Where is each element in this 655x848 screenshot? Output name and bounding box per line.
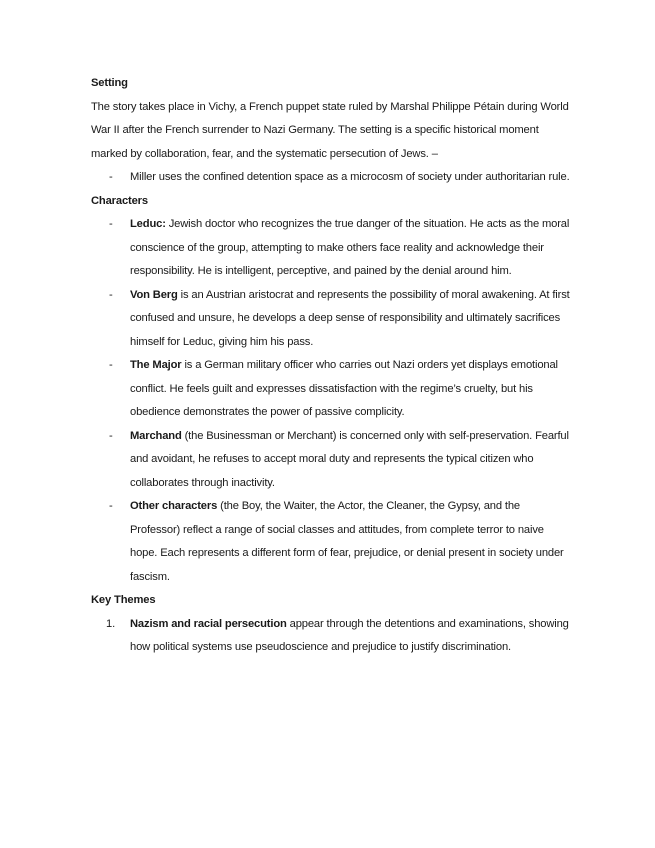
setting-bullet-item <box>91 166 571 190</box>
character-name: Von Berg <box>130 288 178 301</box>
character-item-marchand <box>91 425 571 496</box>
character-name: The Major <box>130 359 182 371</box>
bullet-marker: - <box>109 218 113 230</box>
bullet-marker: - <box>109 288 113 301</box>
character-description: (the Businessman or Merchant) is concerned only with self-preservation. Fearful and avoidant, he refuses to accept moral duty and represents the typical citizen who collaborates through inactivity. <box>130 429 569 489</box>
characters-bullet-list <box>91 213 571 589</box>
character-item-von-berg <box>91 284 571 355</box>
theme-description: appear through the detentions and examinations, showing how political systems use pseudoscience and prejudice to justify discrimination. <box>130 617 569 653</box>
character-description: Jewish doctor who recognizes the true danger of the situation. He acts as the moral conscience of the group, attempting to make others face reality and acknowledge their responsibility. He is intelligent, perceptive, and pained by the denial around him. <box>130 218 570 277</box>
character-name: Marchand <box>130 429 182 442</box>
bullet-marker: - <box>109 359 113 371</box>
bullet-marker: - <box>109 500 113 512</box>
characters-heading: Characters <box>91 194 148 207</box>
character-item-leduc <box>91 213 571 284</box>
bullet-text: Miller uses the confined detention space as a microcosm of society under authoritarian rule. <box>130 171 570 183</box>
document-content <box>91 72 571 660</box>
key-themes-heading: Key Themes <box>91 594 156 606</box>
character-item-other-characters <box>91 495 571 589</box>
theme-item <box>91 613 571 660</box>
character-description: (the Boy, the Waiter, the Actor, the Cleaner, the Gypsy, and the Professor) reflect a range of social classes and attitudes, from complete terror to naive hope. Each represents a different form of fear, prejudice, or denial present in society under fascism. <box>130 500 564 583</box>
setting-paragraph: The story takes place in Vichy, a French puppet state ruled by Marshal Philippe Pétain during World War II after the French surrender to Nazi Germany. The setting is a specific historical moment marked by collaboration, fear, and the systematic persecution of Jews. – <box>91 100 569 160</box>
setting-bullet-list <box>91 166 571 190</box>
bullet-marker: - <box>109 171 113 183</box>
setting-heading: Setting <box>91 77 128 89</box>
character-description: is an Austrian aristocrat and represents the possibility of moral awakening. At first confused and unsure, he develops a deep sense of responsibility and ultimately sacrifices himself for Leduc, giving him his pass. <box>130 288 570 348</box>
bullet-marker: - <box>109 429 113 442</box>
key-themes-numbered-list <box>91 613 571 660</box>
character-description: is a German military officer who carries out Nazi orders yet displays emotional conflict. He feels guilt and expresses dissatisfaction with the regime’s cruelty, but his obedience demonstrates the power of passive complicity. <box>130 359 558 418</box>
character-name: Leduc: <box>130 218 166 230</box>
list-number: 1. <box>106 617 116 630</box>
theme-name: Nazism and racial persecution <box>130 617 287 630</box>
character-name: Other characters <box>130 500 218 512</box>
character-item-the-major <box>91 354 571 425</box>
